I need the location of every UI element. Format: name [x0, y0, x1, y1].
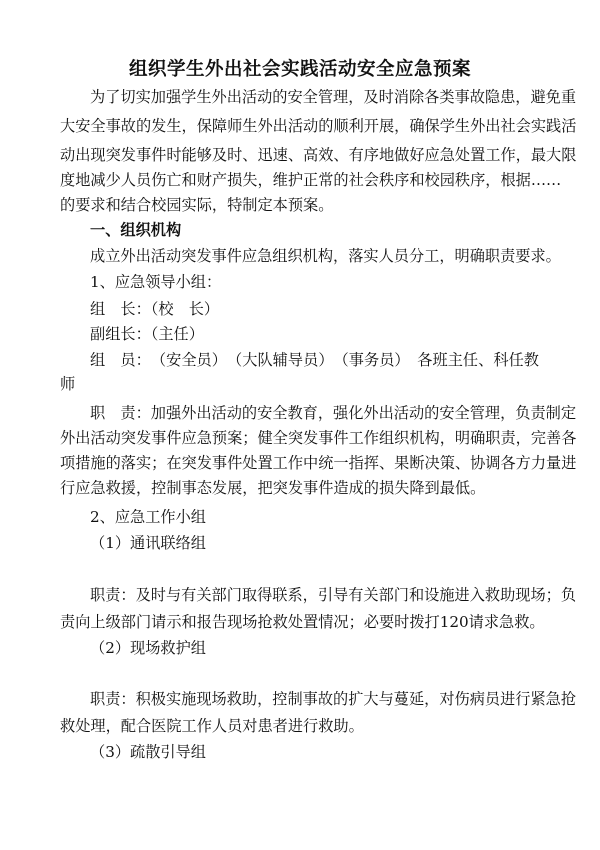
subgroup-duties-line: 救处理，配合医院工作人员对患者进行救助。: [60, 717, 364, 735]
member-item: （事务员）: [341, 351, 403, 369]
group-heading-leadership: 1、应急领导小组：: [90, 273, 222, 291]
section-intro: 成立外出活动突发事件应急组织机构，落实人员分工，明确职责要求。: [90, 247, 561, 265]
member-item: （大队辅导员）: [234, 351, 326, 369]
intro-line: 动出现突发事件时能够及时、迅速、高效、有序地做好应急处置工作，最大限: [60, 146, 577, 164]
section-heading-organization: 一、组织机构: [90, 221, 182, 239]
leader-label: 组 长：: [90, 300, 151, 318]
duties-line: 项措施的落实；在突发事件处置工作中统一指挥、果断决策、协调各方力量进: [60, 454, 577, 472]
leader-value: （校 长）: [150, 300, 220, 318]
duties-line: 外出活动突发事件应急预案；健全突发事件工作组织机构，明确职责，完善各: [60, 429, 577, 447]
document-title: 组织学生外出社会实践活动安全应急预案: [128, 59, 471, 80]
subgroup-duties-line: 职责：积极实施现场救助，控制事故的扩大与蔓延，对伤病员进行紧急抢: [90, 690, 576, 708]
intro-line: 大安全事故的发生，保障师生外出活动的顺利开展，确保学生外出社会实践活: [60, 117, 577, 135]
intro-line: 为了切实加强学生外出活动的安全管理，及时消除各类事故隐患，避免重: [90, 88, 576, 106]
deputy-value: （主任）: [150, 325, 204, 343]
subgroup-heading-evacuation: （3）疏散引导组: [90, 743, 206, 761]
members-continuation: 师: [60, 375, 76, 393]
member-item: （安全员）: [158, 351, 220, 369]
members-row: [90, 349, 539, 371]
subgroup-heading-rescue: （2）现场救护组: [90, 639, 206, 657]
subgroup-duties-line: 责向上级部门请示和报告现场抢救处置情况；必要时拨打120请求急救。: [60, 613, 545, 631]
subgroup-duties-line: 职责：及时与有关部门取得联系，引导有关部门和设施进入救助现场；负: [90, 586, 576, 604]
subgroup-heading-communication: （1）通讯联络组: [90, 534, 206, 552]
deputy-label: 副组长：: [90, 325, 151, 343]
duties-line: 职 责：加强外出活动的安全教育，强化外出活动的安全管理，负责制定: [90, 404, 576, 422]
group-heading-work: 2、应急工作小组: [90, 508, 206, 526]
intro-line: 度地减少人员伤亡和财产损失，维护正常的社会秩序和校园秩序，根据……: [60, 171, 562, 189]
leader-row: [90, 298, 219, 320]
duties-line: 行应急救援，控制事态发展，把突发事件造成的损失降到最低。: [60, 479, 486, 497]
member-item: 各班主任、科任教: [417, 351, 539, 369]
deputy-row: [90, 323, 204, 345]
members-label: 组 员：: [90, 351, 144, 369]
intro-line: 的要求和结合校园实际，特制定本预案。: [60, 196, 334, 214]
